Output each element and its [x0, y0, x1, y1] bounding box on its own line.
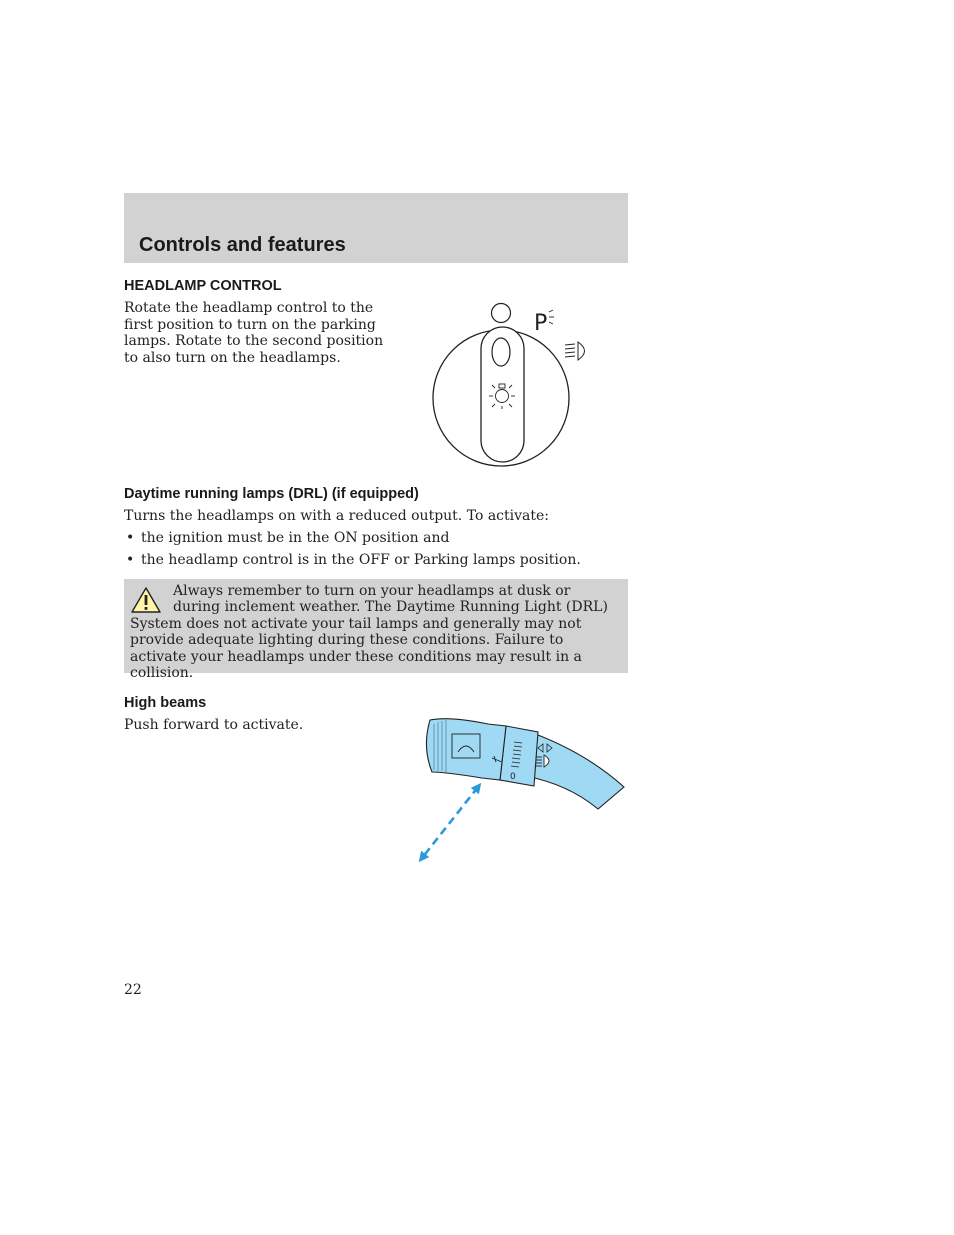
bullet-icon: • — [126, 530, 135, 546]
bullet-icon: • — [126, 552, 135, 568]
headlamp-control-text: Rotate the headlamp control to the first position to turn on the parking lamps. Rotate to the second position to also turn on the headlamps. — [124, 300, 384, 366]
stalk-off-mark: 0 — [510, 772, 516, 782]
high-beams-heading: High beams — [124, 695, 207, 711]
list-item-text: the headlamp control is in the OFF or Parking lamps position. — [141, 552, 581, 568]
list-item — [124, 530, 581, 552]
multifunction-stalk-illustration — [410, 712, 630, 867]
headlamp-control-heading: HEADLAMP CONTROL — [124, 278, 282, 294]
drl-intro: Turns the headlamps on with a reduced output. To activate: — [124, 508, 550, 524]
section-title: Controls and features — [139, 234, 346, 256]
page-number: 22 — [124, 982, 142, 998]
high-beams-text: Push forward to activate. — [124, 717, 304, 733]
knob-window — [492, 338, 510, 366]
headlamp-low-beam-icon — [565, 342, 585, 360]
parking-lamps-symbol: P — [534, 311, 548, 336]
headlamp-dial-illustration — [425, 296, 600, 468]
stalk-arm — [525, 732, 624, 809]
warning-box — [124, 579, 628, 682]
push-pull-arrow — [422, 787, 478, 858]
drl-conditions-list — [124, 530, 581, 574]
stalk-ring — [500, 726, 538, 786]
off-position-icon — [492, 304, 511, 323]
parking-lamp-rays-icon — [549, 310, 554, 324]
list-item-text: the ignition must be in the ON position and — [141, 530, 450, 546]
section-header-band — [124, 193, 628, 263]
list-item — [124, 552, 581, 574]
drl-heading: Daytime running lamps (DRL) (if equipped) — [124, 486, 419, 502]
warning-text: Always remember to turn on your headlamps at dusk or during inclement weather. The Daytime Running Light (DRL) System does not activate your tail lamps and generally may not provide adequate lighting during these conditions. Failure to activate your headlamps under these conditions may result in a collision. — [130, 583, 608, 682]
